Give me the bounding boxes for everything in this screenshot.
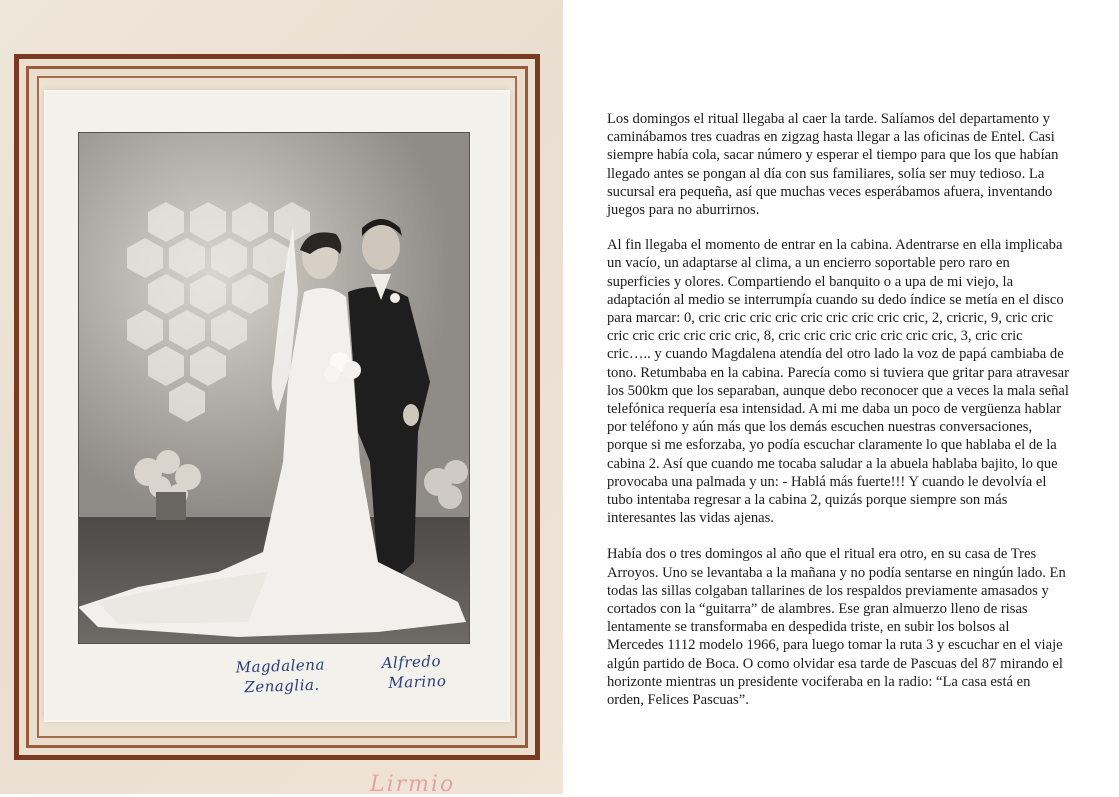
story-paragraph-2: Al fin llegaba el momento de entrar en la cabina. Adentrarse en ella implicaba un vacío, un adaptarse al clima, a un encierro soportable pero raro en superficies y olores. Compartiendo el banquito o a upa de mi viejo, la adaptación al medio se interrumpía cuando su dedo índice se metía en el disco para marcar: 0, cric cric cric cric cric cric cric cric cric, 2, cricric, 9, cric cric cric cric cric cric cric cric, 8, cric cric cric cric cric cric cric, 3, cric cric cric….. y cuando Magdalena atendía del otro lado la voz de papá cambiaba de tono. Retumbaba en la cabina. Parecía como si tuviera que gritar para atravesar los 500km que los separaban, aunque debo reconocer que a veces la mala señal telefónica requería esa intensidad. A mi me daba un poco de vergüenza hablar por teléfono y aún más que los demás escuchen nuestras conversaciones, porque si me esforzaba, yo podía escuchar claramente lo que hablaba el de la cabina 2. Así que cuando me tocaba saludar a la abuela hablaba bajito, lo que provocaba una palmada y un: - Hablá más fuerte!!! Y cuando le devolvía el tubo intentaba regresar a la cabina 2, quizás porque siempre son más interesantes las vidas ajenas. [607,237,1069,527]
story-paragraph-3: Había dos o tres domingos al año que el ritual era otro, en su casa de Tres Arroyos. Uno se levantaba a la mañana y no podía sentarse en ningún lado. En todas las sillas colgaban tallarines de los respaldos previamente amasados y cortados con la “guitarra” de alambres. Ese gran almuerzo lleno de risas lentamente se transformaba en despedida triste, en subir los bolsos al Mercedes 1112 modelo 1966, para luego tomar la ruta 3 y escuchar en el viaje algún partido de Boca. O como olvidar esa tarde de Pascuas del 87 mirando el horizonte mientras un presidente vociferaba en la radio: “La casa está en orden, Felices Pascuas”. [607,546,1066,709]
signature-bride-surname: Zenaglia. [244,675,320,697]
signature-bride [235,654,326,697]
pencil-inscription: Lirmio [370,772,456,797]
signature-groom [381,651,446,693]
wedding-photo [78,132,470,644]
story-text [607,110,1069,727]
right-page-text [563,0,1119,794]
signature-groom-first-name: Alfredo [381,652,442,673]
wedding-photo-card [46,92,508,720]
story-paragraph-1: Los domingos el ritual llegaba al caer la tarde. Salíamos del departamento y caminábamos tres cuadras en zigzag hasta llegar a las oficinas de Entel. Casi siempre había cola, sacar número y esperar el tiempo para que los que habían llegado antes se pongan al día con sus familiares, solía ser muy tedioso. La sucursal era pequeña, así que muchas veces esperábamos afuera, inventando juegos para no aburrirnos. [607,111,1059,219]
signature-bride-first-name: Magdalena [235,655,326,677]
signature-groom-surname: Marino [388,671,447,692]
photo-signatures [46,654,508,714]
wedding-photo-illustration [78,132,470,644]
